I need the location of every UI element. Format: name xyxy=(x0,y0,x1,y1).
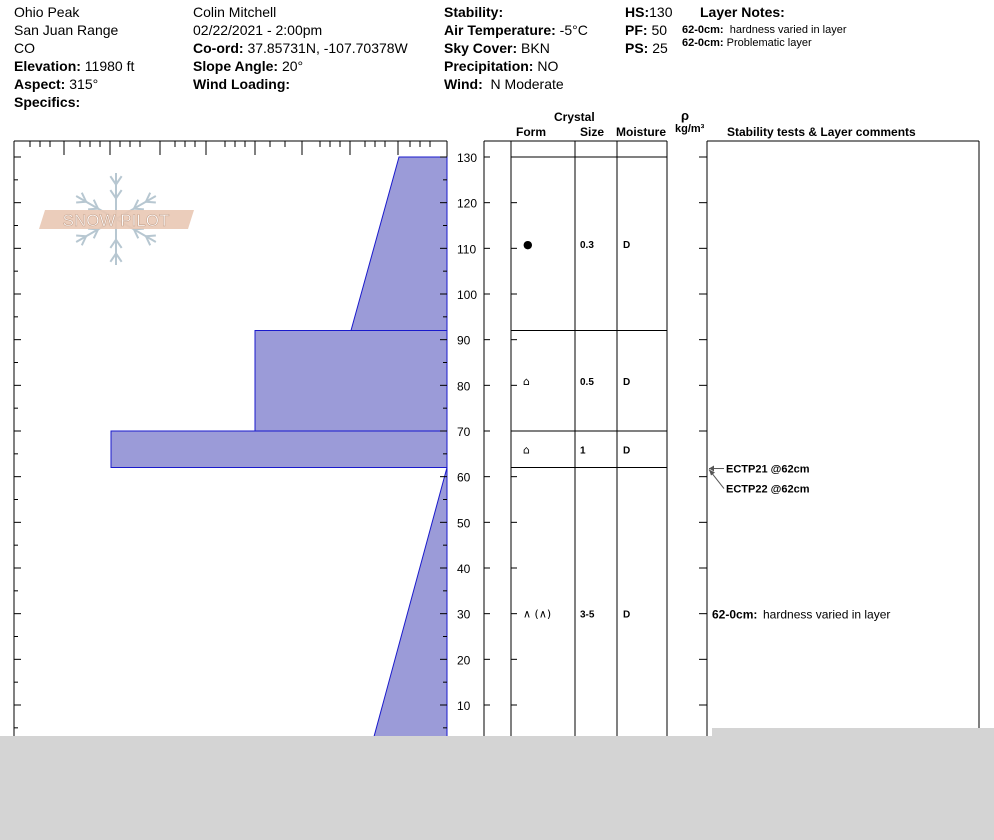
snowflake-branch xyxy=(146,235,156,236)
sky-value: BKN xyxy=(521,40,550,56)
hardness-layer-4 xyxy=(370,468,447,751)
stability-test-label: ECTP21 @62cm xyxy=(726,463,810,476)
aspect-label: Aspect: xyxy=(14,76,66,92)
moisture-value: D xyxy=(623,609,631,621)
site-state: CO xyxy=(14,40,35,56)
grain-form-symbol: ∧ (∧) xyxy=(523,607,552,621)
wind-label: Wind: xyxy=(444,76,483,92)
footer-panel xyxy=(0,736,994,840)
site-range: San Juan Range xyxy=(14,22,119,38)
grain-form-symbol: ⌂ xyxy=(523,443,530,457)
depth-tick-label: 20 xyxy=(457,653,471,668)
stability-header: Stability tests & Layer comments xyxy=(727,125,916,139)
elevation-label: Elevation: xyxy=(14,58,81,74)
observer: Colin Mitchell xyxy=(193,4,277,20)
layer-comment-text: hardness varied in layer xyxy=(763,607,891,622)
aspect-value: 315° xyxy=(69,76,99,92)
depth-tick-label: 100 xyxy=(457,288,478,302)
snowflake-branch xyxy=(146,202,156,203)
depth-tick-label: 120 xyxy=(457,196,478,211)
ps-label: PS: xyxy=(625,40,649,56)
slope-value: 20° xyxy=(281,58,304,74)
hs-value: 130 xyxy=(649,4,673,20)
size-header: Size xyxy=(580,125,605,139)
precip-value: NO xyxy=(537,58,559,74)
sky-label: Sky Cover: xyxy=(444,40,518,56)
snowflake-branch xyxy=(76,235,86,236)
precip-label: Precipitation: xyxy=(444,58,534,74)
grain-size-value: 1 xyxy=(580,445,586,457)
grain-size-value: 0.5 xyxy=(580,376,594,388)
stability-arrowhead xyxy=(709,470,715,476)
grain-size-value: 0.3 xyxy=(580,239,594,251)
depth-tick-label: 90 xyxy=(457,333,471,348)
coord-label: Co-ord: xyxy=(193,40,244,56)
snowflake-branch xyxy=(76,202,86,203)
depth-tick-label: 80 xyxy=(457,379,471,394)
depth-tick-label: 110 xyxy=(457,242,477,257)
hs-label: HS: xyxy=(625,4,650,20)
stability-label: Stability: xyxy=(444,4,504,20)
depth-tick-label: 130 xyxy=(457,151,478,165)
wind-value: N Moderate xyxy=(490,76,564,92)
depth-tick-label: 50 xyxy=(457,516,471,531)
hardness-layer-3 xyxy=(111,431,447,468)
site-name: Ohio Peak xyxy=(14,4,80,20)
grain-form-symbol: ● xyxy=(523,237,533,251)
moisture-value: D xyxy=(623,239,631,251)
depth-tick-label: 10 xyxy=(457,699,471,713)
moisture-value: D xyxy=(623,376,631,388)
hardness-layer-1 xyxy=(351,157,447,331)
depth-tick-label: 30 xyxy=(457,607,471,622)
layer-comment-range: 62-0cm: xyxy=(712,607,758,622)
grain-form-symbol: ⌂ xyxy=(523,374,530,388)
snowpilot-logo xyxy=(39,173,194,265)
density-unit: kg/m³ xyxy=(675,123,705,135)
depth-tick-label: 40 xyxy=(457,562,471,576)
slope-label: Slope Angle: xyxy=(193,58,279,74)
pf-label: PF: xyxy=(625,22,648,38)
density-symbol: ρ xyxy=(681,108,690,123)
form-header: Form xyxy=(516,125,546,139)
hardness-layer-2 xyxy=(255,331,447,431)
coord-value: 37.85731N, -107.70378W xyxy=(247,40,408,56)
moisture-value: D xyxy=(623,445,631,457)
layer-note: 62-0cm: hardness varied in layer xyxy=(682,24,847,36)
wind-loading-label: Wind Loading: xyxy=(193,76,291,92)
air-temp-value: -5°C xyxy=(559,22,588,38)
layer-notes-title: Layer Notes: xyxy=(700,4,785,20)
moisture-header: Moisture xyxy=(616,125,667,139)
datetime: 02/22/2021 - 2:00pm xyxy=(193,22,323,38)
snowflake-branch xyxy=(134,209,144,210)
grain-size-value: 3-5 xyxy=(580,609,595,621)
depth-tick-label: 60 xyxy=(457,470,471,485)
specifics-label: Specifics: xyxy=(14,94,81,110)
stability-test-label: ECTP22 @62cm xyxy=(726,483,810,496)
logo-text: SNOW PILOT xyxy=(62,211,170,230)
layer-note: 62-0cm: Problematic layer xyxy=(682,37,812,49)
elevation-value: 11980 ft xyxy=(84,58,135,74)
pf-value: 50 xyxy=(651,22,668,38)
air-temp-label: Air Temperature: xyxy=(444,22,556,38)
snowflake-branch xyxy=(88,209,98,210)
crystal-header: Crystal xyxy=(554,110,595,124)
depth-tick-label: 70 xyxy=(457,425,471,439)
ps-value: 25 xyxy=(652,40,668,56)
